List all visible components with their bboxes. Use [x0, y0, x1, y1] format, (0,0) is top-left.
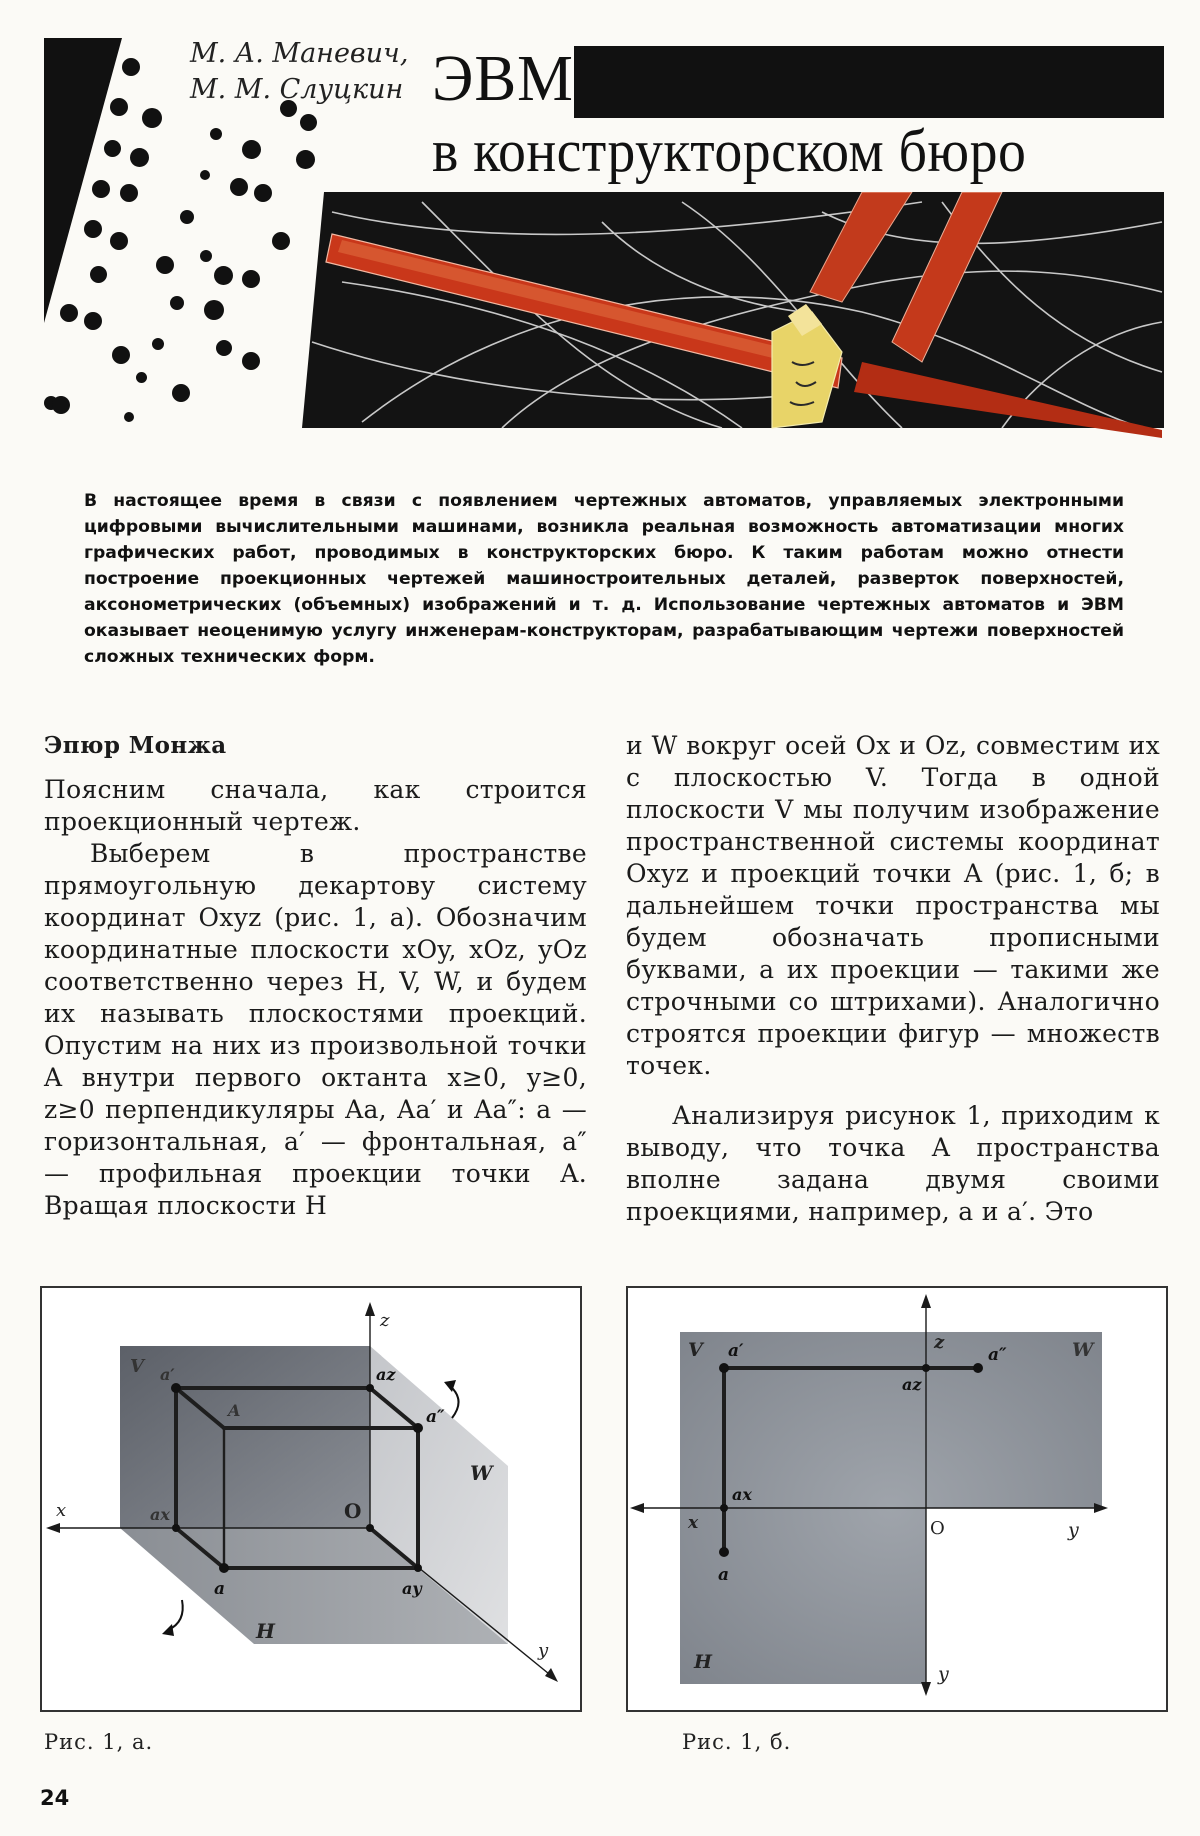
label-az: az	[376, 1365, 396, 1384]
figure-1a-caption: Рис. 1, а.	[44, 1730, 154, 1754]
label-W: W	[1072, 1339, 1094, 1361]
label-a1: a′	[728, 1341, 744, 1361]
figure-1b-diagram	[628, 1288, 1166, 1710]
figure-1a-frame	[40, 1286, 582, 1712]
title-black-bar	[574, 46, 1164, 118]
left-column	[44, 730, 587, 1222]
title-sub: в конструкторском бюро	[432, 118, 1027, 184]
authors	[190, 36, 420, 108]
label-z: z	[934, 1332, 945, 1353]
label-H: H	[694, 1651, 712, 1673]
label-y2: y	[938, 1663, 949, 1685]
right-paragraph-2: Анализируя рисунок 1, приходим к выводу, что точка A пространства вполне задана двумя своими проекциями, например, a и a′. Это	[626, 1101, 1160, 1226]
left-paragraph-1: Поясним сначала, как строится проекционный чертеж.	[44, 775, 587, 836]
label-y: y	[1068, 1519, 1079, 1541]
section-heading: Эпюр Монжа	[44, 732, 227, 759]
label-O: O	[930, 1518, 945, 1539]
page-number: 24	[40, 1786, 70, 1810]
label-V: V	[688, 1339, 703, 1361]
title-main: ЭВМ	[432, 42, 574, 115]
label-ax: ax	[732, 1485, 752, 1504]
label-ax: ax	[150, 1505, 170, 1524]
label-a2: a″	[426, 1407, 445, 1427]
label-x: x	[688, 1513, 699, 1533]
banner-artwork	[302, 192, 1164, 438]
label-O: O	[344, 1499, 362, 1523]
label-a: a	[214, 1579, 226, 1599]
author-1: М. А. Маневич,	[190, 38, 409, 69]
label-V: V	[130, 1356, 144, 1377]
author-2: М. М. Слуцкин	[190, 74, 404, 105]
label-z: z	[380, 1310, 390, 1331]
label-a: a	[718, 1565, 730, 1585]
label-a1: a′	[160, 1365, 175, 1384]
label-A: A	[228, 1401, 241, 1420]
label-W: W	[470, 1461, 493, 1485]
label-x: x	[56, 1500, 67, 1521]
label-y: y	[538, 1640, 549, 1661]
figure-1b-frame	[626, 1286, 1168, 1712]
label-H: H	[256, 1619, 275, 1643]
left-paragraph-2: Выберем в пространстве прямоугольную декартову систему координат Oxyz (рис. 1, а). Обозначим координатные плоскости xOy, xOz, yOz соответственно через H, V, W, и будем их называть плоскостями проекций. Опустим на них из произвольной точки A внутри первого октанта x≥0, y≥0, z≥0 перпендикуляры Aa, Aa′ и Aa″: a — горизонтальная, a′ — фронтальная, a″ — профильная проекции точки A. Вращая плоскости H	[44, 839, 587, 1220]
right-paragraph-1: и W вокруг осей Ox и Oz, совместим их с плоскостью V. Тогда в одной плоскости V мы получим изображение пространственной системы координат Oxyz и проекций точки A (рис. 1, б; в дальнейшем точки пространства мы будем обозначать прописными буквами, а их проекции — такими же строчными со штрихами). Аналогично строятся проекции фигур — множеств точек.	[626, 731, 1160, 1080]
figure-1b-caption: Рис. 1, б.	[682, 1730, 792, 1754]
label-a2: a″	[988, 1345, 1007, 1365]
intro-paragraph: В настоящее время в связи с появлением чертежных автоматов, управляемых электронными цифровыми вычислительными машинами, возникла реальная возможность автоматизации многих графических работ, проводимых в конструкторских бюро. К таким работам можно отнести построение проекционных чертежей машиностроительных деталей, разверток поверхностей, аксонометрических (объемных) изображений и т. д. Использование чертежных автоматов и ЭВМ оказывает неоценимую услугу инженерам-конструкторам, разрабатывающим чертежи поверхностей сложных технических форм.	[84, 491, 1124, 667]
label-ay: ay	[402, 1579, 422, 1598]
right-column	[626, 730, 1160, 1228]
label-az: az	[902, 1375, 922, 1394]
figure-1a-diagram	[42, 1288, 580, 1710]
plane-V	[120, 1346, 370, 1528]
